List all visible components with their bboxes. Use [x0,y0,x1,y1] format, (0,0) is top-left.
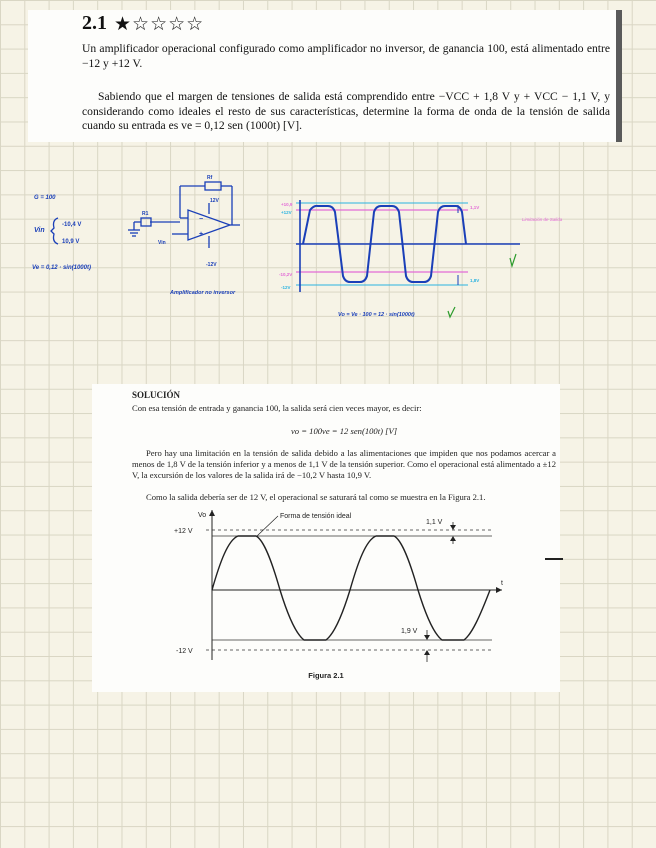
opamp-circuit [128,182,240,248]
note-vin-range-top: -10,4 V [62,222,82,228]
figure-2-1 [92,384,560,692]
note-circuit-caption: Amplificador no inversor [170,290,236,296]
check-mark [448,307,455,317]
figure-top-margin: 1,1 V [426,519,443,526]
card-edge [616,10,622,142]
note-vin-label: Vin [34,227,45,234]
note-right-tick-bottom: 1,8V [470,278,480,283]
solution-card [92,384,560,692]
figure-bottom-margin: 1,9 V [401,628,418,635]
note-vin-range-bottom: 10,9 V [62,239,80,245]
sketch-waveform [296,200,520,292]
output-waveform [212,536,490,640]
note-ve-expr: Ve = 0,12 · sin(1000t) [32,265,91,271]
opamp-minus: − [199,216,204,223]
note-limitation: Limitación de Salida [522,217,563,222]
solution-paragraph-2: Pero hay una limitación en la tensión de salida debido a las alimentaciones que impiden que nos podamos acercar a menos de 1,8 V de la tensión inferior y a menos de 1,1 V de la tensión superior. Como el operacional está alimentado a ±12 V, la excursión de los valores de la salida irá de −10,2 V hasta 10,9 V. [132,448,556,480]
opamp-plus: + [199,231,204,238]
note-supply-neg: -12V [206,262,217,268]
opamp-triangle [188,210,230,240]
solution-equation: vo = 100ve = 12 sen(100t) [V] [290,426,398,436]
note-vin-node: Vin [158,240,166,246]
figure-neg-label: -12 V [176,648,193,655]
note-left-tick-top2: +12V [281,210,292,215]
note-r1: R1 [142,211,149,217]
note-gain: G = 100 [34,195,56,201]
note-left-tick-bottom: -10,2V [279,272,293,277]
note-right-tick-top: 1,1V [470,205,480,210]
figure-caption: Figura 2.1 [308,671,344,680]
solution-title: SOLUCIÓN [132,390,181,400]
note-supply-pos: 12V [210,198,219,204]
note-brace [51,218,58,244]
figure-ideal-label: Forma de tensión ideal [280,513,352,520]
figure-x-axis-label: t [501,580,503,587]
problem-paragraph-1: Un amplificador operacional configurado como amplificador no inversor, de ganancia 100, está alimentado entre −12 y +12 V. [82,42,610,70]
figure-y-axis-label: Vo [198,512,207,519]
problem-paragraph-2: Sabiendo que el margen de tensiones de salida está comprendido entre −VCC + 1,8 V y + VCC − 1,1 V, y considerando como ideales el resto de sus características, determine la forma de onda de la tensión de salida cuando su entrada es ve = 0,12 sen (1000t) [V]. [82,90,610,132]
note-left-tick-top: +10,9 [281,202,293,207]
solution-paragraph-3: Como la salida debería ser de 12 V, el operacional se saturará tal como se muestra en la Figura 2.1. [146,492,486,502]
solution-paragraph-1: Con esa tensión de entrada y ganancia 100, la salida será cien veces mayor, es decir: [132,403,422,413]
feedback-resistor [205,182,221,190]
note-left-tick-bottom2: -12V [281,285,291,290]
problem-card [28,10,622,142]
figure-pos-label: +12 V [174,528,193,535]
side-mark [545,558,563,560]
note-rf: Rf [207,175,213,181]
difficulty-stars: ★☆☆☆☆ [114,14,205,35]
input-resistor [141,218,151,226]
problem-number: 2.1 [82,12,107,34]
note-vo-expr: Vo = Ve · 100 = 12 · sin(1000t) [338,312,415,318]
ideal-pointer [257,516,278,536]
